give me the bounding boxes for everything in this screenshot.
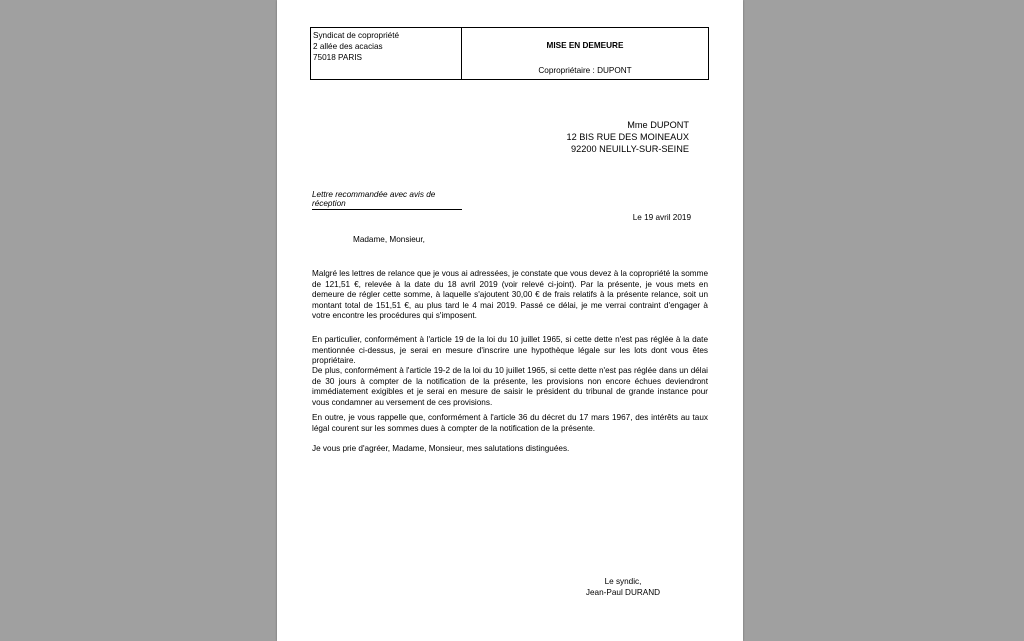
signature-block (553, 577, 693, 598)
letter-date: Le 19 avril 2019 (632, 213, 691, 222)
sender-block (311, 28, 462, 79)
document-title: MISE EN DEMEURE (546, 41, 624, 50)
closing-paragraph: Je vous prie d'agréer, Madame, Monsieur, mes salutations distinguées. (312, 444, 570, 453)
body-paragraph: En particulier, conformément à l'article 19 de la loi du 10 juillet 1965, si cette dette n'est pas réglée à la date mentionnée ci-dessus, je serai en mesure d'inscrire une hypothèque légale sur les lots dont vous êtes propriétaire. (312, 335, 708, 366)
document-subtitle: Copropriétaire : DUPONT (538, 66, 632, 75)
body-paragraph: En outre, je vous rappelle que, conformément à l'article 36 du décret du 17 mars 1967, des intérêts au taux légal courent sur les sommes dues à compter de la notification de la présente. (312, 413, 708, 433)
body-paragraph: Malgré les lettres de relance que je vous ai adressées, je constate que vous devez à la copropriété la somme de 121,51 €, relevée à la date du 18 avril 2019 (voir relevé ci-joint). Par la présente, je vous mets en demeure de régler cette somme, à laquelle s'ajoutent 30,00 € de frais relatifs à la présente relance, soit un montant total de 151,51 €, au plus tard le 4 mai 2019. Passé ce délai, je me verrai contraint d'engager à votre encontre les procédures qui s'imposent. (312, 269, 708, 321)
recipient-line: Mme DUPONT (627, 120, 689, 130)
salutation: Madame, Monsieur, (353, 235, 425, 244)
body-paragraph: De plus, conformément à l'article 19-2 de la loi du 10 juillet 1965, si cette dette n'est pas réglée dans un délai de 30 jours à compter de la notification de la présente, les provisions non encore échues deviendront immédiatement exigibles et je serai en mesure de saisir le président du tribunal de grande instance pour vous condamner au versement de ces provisions. (312, 366, 708, 407)
sender-line: Syndicat de copropriété (313, 31, 400, 40)
registered-mail-mention: Lettre recommandée avec avis de réception (312, 190, 462, 210)
sender-line: 75018 PARIS (313, 53, 363, 62)
signature-name: Jean-Paul DURAND (585, 587, 661, 597)
sender-line: 2 allée des acacias (313, 42, 383, 51)
document-page (277, 0, 743, 641)
recipient-address (566, 119, 689, 155)
title-block (462, 28, 708, 79)
signature-role: Le syndic, (604, 577, 642, 586)
header-box (310, 27, 709, 80)
recipient-line: 12 BIS RUE DES MOINEAUX (566, 132, 689, 142)
recipient-line: 92200 NEUILLY-SUR-SEINE (571, 144, 689, 154)
